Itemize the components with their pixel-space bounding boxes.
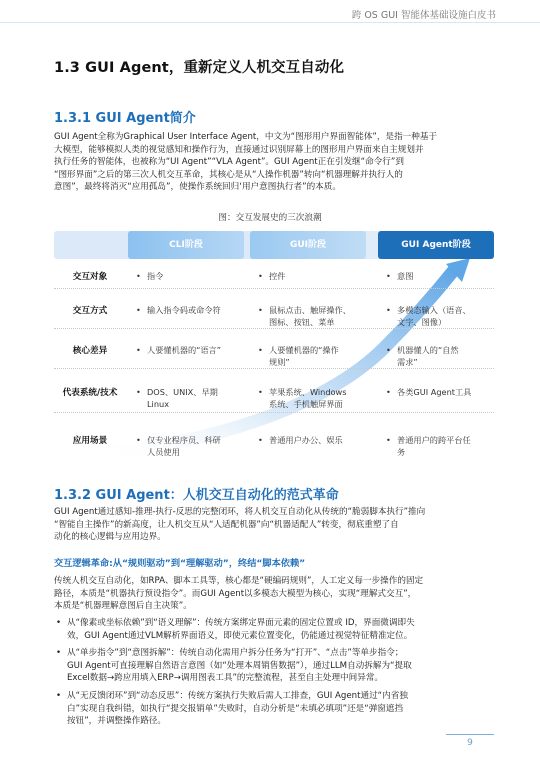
cell: • 指令 [136,270,259,282]
section-title: 1.3 GUI Agent，重新定义人机交互自动化 [54,60,345,76]
cell: • 苹果系统、Windows 系统、手机触屏界面 [258,386,389,410]
figure-caption: 图：交互发展史的三次浪潮 [218,213,322,223]
text-line: GUI Agent全称为Graphical User Interface Agent，中文为“图形用户界面智能体”，是指一种基于 [54,132,438,142]
header-rule [0,22,540,23]
cell: • 多模态输入（语音、 文字、图像） [386,304,499,328]
text-line: “智能自主操作”的新高度，让人机交互从“人适配机器”向“机器适配人”转变，彻底重塑了自 [54,519,399,530]
row-label-interaction-mode: 交互方式 [72,306,108,316]
text-line: “图形界面”之后的第三次人机交互革命，其核心是从“人操作机器”转向“机器理解并执行人的 [54,169,403,180]
text-line: 意图”，最终将消灭“应用孤岛”，使操作系统回归‘用户意图执行者”的本质。 [54,182,341,193]
cell: • 控件 [258,270,389,282]
text-line: 大模型，能够模拟人类的视觉感知和操作行为，直接通过识别屏幕上的图形用户界面来自主规划并 [54,144,424,155]
cell: • 普通用户的跨平台任 务 [386,434,499,458]
intro-paragraph [54,131,486,194]
logic-revolution-heading: 交互逻辑革命:从“规则驱动”到“理解驱动”，终结“脚本依赖” [54,558,306,569]
cell: • 普通用户办公、娱乐 [258,434,389,446]
cell: • 鼠标点击、触屏操作、 图标、按钮、菜单 [258,304,389,328]
cell: • 意图 [386,270,499,282]
stage-tab-gui-agent: GUI Agent阶段 [378,231,494,259]
text-line: 传统人机交互自动化，如RPA、脚本工具等，核心都是“硬编码规则”，人工定义每一步操作的固定 [54,576,424,586]
cell: • 人要懂机器的“操作 规则” [258,344,389,368]
page-number: 9 [467,738,473,748]
cell: • 人要懂机器的“语言” [136,344,259,356]
running-header: 跨 OS GUI 智能体基础设施白皮书 [351,10,496,21]
row-divider [54,412,494,413]
text-line: 执行任务的智能体，也被称为“UI Agent”“VLA Agent”。GUI Agent正在引发继“命令行”到 [54,157,404,168]
logic-paragraph [54,575,486,613]
cell: • 仅专业程序员、科研 人员使用 [136,434,259,458]
row-label-core-difference: 核心差异 [72,346,108,356]
cell: • 机器懂人的“自然 需求” [386,344,499,368]
bullet-semantic-understanding: • 从“像素或坐标依赖”到“语义理解”：传统方案绑定界面元素的固定位置或 ID，界面微调即失 效，GUI Agent通过VLM解析界面语义，即使元素位置变化，仍能通过视觉特征精准定位。 [54,617,486,642]
cell: • DOS、UNIX、早期 Linux [136,386,259,410]
row-label-representative-systems: 代表系统/技术 [62,388,118,398]
text-line: GUI Agent通过感知-推理-执行-反思的完整闭环，将人机交互自动化从传统的“脆弱脚本执行”推向 [54,507,426,517]
subsection-title-1-3-1: 1.3.1 GUI Agent简介 [54,111,196,126]
bullet-intent-decomposition: • 从“单步指令”到“意图拆解”：传统自动化需用户拆分任务为“打开”、“点击”等单步指令； GUI Agent可直接理解自然语言意图（如“处理本周销售数据”），通过LLM自动拆解为“提取 Excel数据→跨应用填入ERP→调用图表工具”的完整流程，甚至自主处理中间异常。 [54,647,486,685]
bullet-dynamic-reflection: • 从“无反馈闭环”到“动态反思”：传统方案执行失败后需人工排查，GUI Agent通过“内省独 白”实现自我纠错，如执行“提交报销单”失败时，自动分析是“未填必填项”还是“弹窗遮挡 按钮”，并调整操作路径。 [54,690,486,728]
text-line: 路径，本质是“机器执行预设指令”。而GUI Agent以多模态大模型为核心，实现“理解式交互”， [54,588,417,599]
row-divider [54,368,494,369]
row-divider [54,328,494,329]
row-divider [54,288,494,289]
growth-curve [54,228,494,458]
stage-tab-gui: GUI阶段 [250,231,366,259]
row-label-application-scenario: 应用场景 [72,436,108,446]
text-line: 动化的核心逻辑与应用边界。 [54,532,166,543]
cell: • 输入指令码或命令符 [136,304,259,316]
interaction-waves-figure [54,228,494,458]
text-line: 本质是“机器理解意图后自主决策”。 [54,601,192,612]
paradigm-paragraph [54,506,486,544]
row-label-interaction-object: 交互对象 [72,272,108,282]
subsection-title-1-3-2: 1.3.2 GUI Agent：人机交互自动化的范式革命 [54,488,339,503]
cell: • 各类GUI Agent工具 [386,386,499,398]
stage-tab-cli: CLI阶段 [128,231,244,259]
footer-rule [446,734,494,735]
